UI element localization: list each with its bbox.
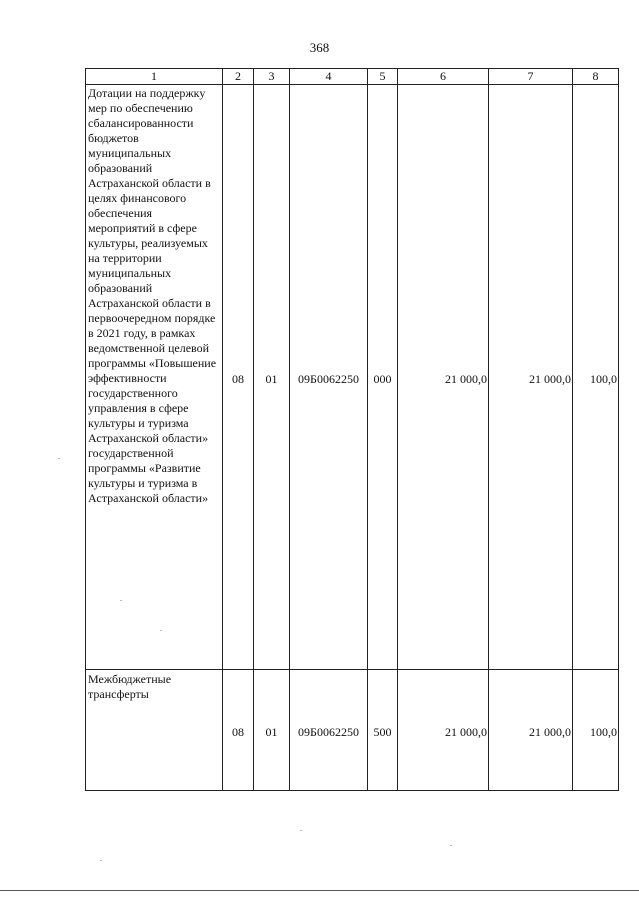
column-border: [222, 68, 223, 791]
column-border: [488, 68, 489, 791]
column-border: [289, 68, 290, 791]
expense-type-code: 000: [373, 372, 392, 386]
expense-type-code: 500: [373, 725, 392, 739]
target-code: 09Б0062250: [298, 372, 359, 386]
header-bottom-border: [85, 84, 619, 85]
table-bottom-border: [85, 790, 619, 791]
subsection-code: 01: [265, 725, 278, 739]
execution-percent: 100,0: [590, 372, 617, 386]
target-code: 09Б0062250: [298, 725, 359, 739]
header-cell: 8: [592, 69, 599, 83]
header-cell: 1: [151, 69, 157, 83]
scan-speck: [58, 458, 60, 459]
page-number: 368: [309, 40, 330, 55]
actual-amount: 21 000,0: [529, 372, 571, 386]
scan-speck: [120, 600, 122, 601]
row-separator: [85, 669, 619, 670]
subsection-code: 01: [265, 372, 278, 386]
column-border: [397, 68, 398, 791]
execution-percent: 100,0: [590, 725, 617, 739]
plan-amount: 21 000,0: [445, 725, 487, 739]
header-cell: 2: [235, 69, 241, 83]
scan-speck: [100, 860, 102, 861]
scan-speck: [450, 845, 452, 846]
column-border: [85, 68, 86, 791]
header-cell: 3: [268, 69, 275, 83]
page-bottom-edge: [0, 890, 639, 891]
header-cell: 4: [325, 69, 332, 83]
scan-speck: [160, 630, 162, 631]
column-border: [618, 68, 619, 791]
header-cell: 7: [527, 69, 534, 83]
header-cell: 5: [379, 69, 386, 83]
header-cell: 6: [440, 69, 446, 83]
row-name: Межбюджетные трансферты: [88, 672, 172, 701]
column-border: [572, 68, 573, 791]
scan-speck: [300, 830, 302, 831]
column-border: [253, 68, 254, 791]
actual-amount: 21 000,0: [529, 725, 571, 739]
plan-amount: 21 000,0: [445, 372, 487, 386]
section-code: 08: [232, 372, 244, 386]
column-border: [367, 68, 368, 791]
section-code: 08: [232, 725, 244, 739]
row-name: Дотации на поддержку мер по обеспечению сбалансированности бюджетов муниципальных образований Астраханской области в целях финансового обеспечения мероприятий в сфере культуры, реализуемых на территории муниципальных образований Астраханской области в первоочередном порядке в 2021 году, в рамках ведомственной целевой программы «Повышение эффективности государственного управления в сфере культуры и туризма Астраханской области» государственной программы «Развитие культуры и туризма в Астраханской области»: [88, 86, 217, 505]
